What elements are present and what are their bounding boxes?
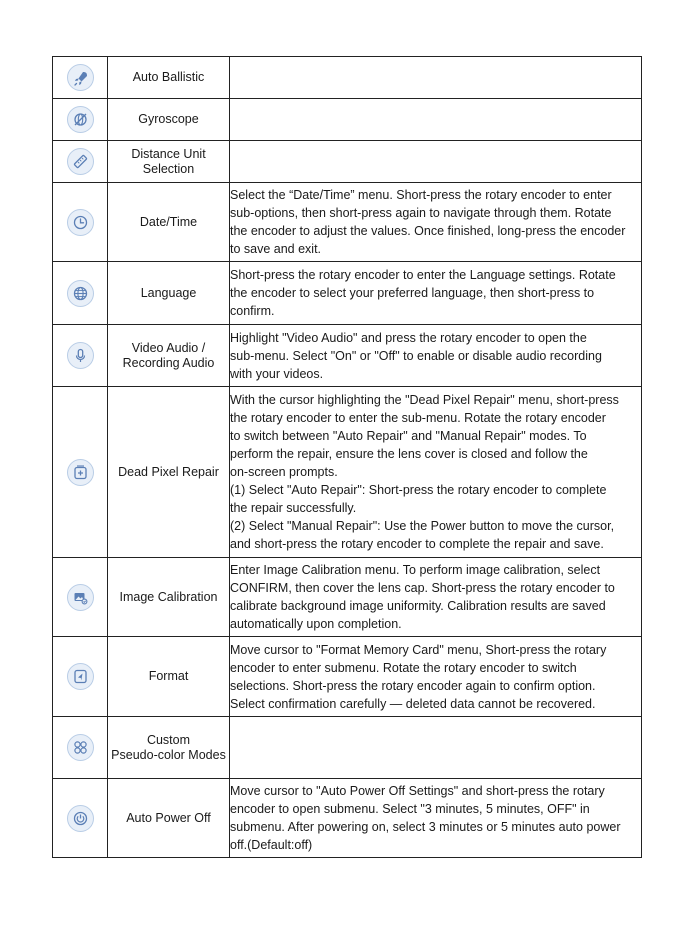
ruler-icon bbox=[67, 148, 94, 175]
menu-item-description bbox=[230, 637, 642, 717]
menu-item-description bbox=[230, 99, 642, 141]
palette-icon bbox=[67, 734, 94, 761]
image-calibration-icon bbox=[67, 584, 94, 611]
icon-cell bbox=[53, 141, 108, 183]
description-line: the rotary encoder to enter the sub-menu. Rotate the rotary encoder bbox=[230, 411, 606, 425]
menu-item-name-line: Pseudo-color Modes bbox=[111, 747, 226, 762]
menu-item-name bbox=[108, 183, 230, 262]
description-line: Move cursor to "Auto Power Off Settings" and short-press the rotary bbox=[230, 784, 605, 798]
menu-item-name bbox=[108, 262, 230, 325]
description-line: and short-press the rotary encoder to complete the repair and save. bbox=[230, 537, 604, 551]
menu-item-name bbox=[108, 99, 230, 141]
description-line: (1) Select "Auto Repair": Short-press the rotary encoder to complete bbox=[230, 483, 607, 497]
description-line: Enter Image Calibration menu. To perform image calibration, select bbox=[230, 563, 601, 577]
dead-pixel-icon bbox=[67, 459, 94, 486]
table-row bbox=[53, 183, 642, 262]
menu-item-description bbox=[230, 387, 642, 558]
menu-item-name-line: Format bbox=[148, 669, 189, 683]
menu-item-name bbox=[108, 57, 230, 99]
description-line: to switch between "Auto Repair" and "Manual Repair" modes. To bbox=[230, 429, 587, 443]
description-line: (2) Select "Manual Repair": Use the Power button to move the cursor, bbox=[230, 519, 615, 533]
menu-item-name-line: Distance Unit bbox=[131, 146, 206, 161]
rocket-icon bbox=[67, 64, 94, 91]
description-line: encoder to enter submenu. Rotate the rotary encoder to switch bbox=[230, 660, 577, 675]
menu-item-name-line: Custom bbox=[146, 732, 191, 747]
menu-item-name bbox=[108, 717, 230, 779]
description-line: submenu. After powering on, select 3 minutes or 5 minutes auto power bbox=[230, 820, 621, 834]
menu-item-description bbox=[230, 262, 642, 325]
description-line: Highlight "Video Audio" and press the rotary encoder to open the bbox=[230, 330, 587, 345]
description-line: perform the repair, ensure the lens cover is closed and follow the bbox=[230, 447, 588, 461]
description-line: Select the “Date/Time” menu. Short-press the rotary encoder to enter bbox=[230, 188, 612, 202]
menu-item-description bbox=[230, 325, 642, 387]
table-row bbox=[53, 779, 642, 858]
description-line: With the cursor highlighting the "Dead Pixel Repair" menu, short-press bbox=[230, 393, 619, 407]
menu-item-description bbox=[230, 558, 642, 637]
clock-icon bbox=[67, 209, 94, 236]
menu-item-description bbox=[230, 141, 642, 183]
menu-item-name-line: Language bbox=[140, 285, 197, 300]
description-line: off.(Default:off) bbox=[230, 838, 313, 852]
menu-item-description bbox=[230, 183, 642, 262]
table-row bbox=[53, 558, 642, 637]
table-row bbox=[53, 57, 642, 99]
icon-cell bbox=[53, 779, 108, 858]
description-line: with your videos. bbox=[230, 366, 324, 381]
menu-item-name-line: Recording Audio bbox=[122, 355, 215, 370]
menu-item-description bbox=[230, 717, 642, 779]
description-line: Select confirmation carefully — deleted data cannot be recovered. bbox=[230, 696, 596, 711]
description-line: automatically upon completion. bbox=[230, 617, 402, 631]
table-row bbox=[53, 262, 642, 325]
description-line: on-screen prompts. bbox=[230, 465, 338, 479]
settings-table bbox=[52, 56, 642, 858]
description-line: encoder to open submenu. Select "3 minutes, 5 minutes, OFF" in bbox=[230, 802, 590, 816]
globe-icon bbox=[67, 280, 94, 307]
menu-item-name-line: Date/Time bbox=[139, 214, 198, 229]
menu-item-name bbox=[108, 637, 230, 717]
description-line: calibrate background image uniformity. Calibration results are saved bbox=[230, 599, 606, 613]
icon-cell bbox=[53, 57, 108, 99]
description-line: the encoder to adjust the values. Once finished, long-press the encoder bbox=[230, 224, 626, 238]
icon-cell bbox=[53, 637, 108, 717]
description-line: selections. Short-press the rotary encoder again to confirm option. bbox=[230, 678, 596, 693]
table-row bbox=[53, 141, 642, 183]
menu-item-name bbox=[108, 387, 230, 558]
icon-cell bbox=[53, 325, 108, 387]
menu-item-name-line: Auto Power Off bbox=[126, 810, 211, 825]
menu-item-name bbox=[108, 325, 230, 387]
menu-item-name-line: Selection bbox=[142, 161, 195, 176]
table-row bbox=[53, 637, 642, 717]
power-icon bbox=[67, 805, 94, 832]
menu-item-name bbox=[108, 141, 230, 183]
icon-cell bbox=[53, 717, 108, 779]
description-line: the encoder to select your preferred language, then short-press to bbox=[230, 286, 595, 300]
description-line: sub-options, then short-press again to navigate through them. Rotate bbox=[230, 206, 612, 220]
icon-cell bbox=[53, 183, 108, 262]
menu-item-description bbox=[230, 57, 642, 99]
menu-item-name-line: Video Audio / bbox=[131, 340, 206, 355]
menu-item-name-line: Image Calibration bbox=[119, 589, 218, 604]
description-line: to save and exit. bbox=[230, 242, 322, 256]
menu-item-description bbox=[230, 779, 642, 858]
table-row bbox=[53, 99, 642, 141]
icon-cell bbox=[53, 387, 108, 558]
icon-cell bbox=[53, 262, 108, 325]
format-icon bbox=[67, 663, 94, 690]
menu-item-name-line: Gyroscope bbox=[138, 112, 199, 126]
description-line: the repair successfully. bbox=[230, 501, 357, 515]
table-row bbox=[53, 717, 642, 779]
description-line: Move cursor to "Format Memory Card" menu, Short-press the rotary bbox=[230, 642, 607, 657]
menu-item-name-line: Dead Pixel Repair bbox=[118, 464, 219, 479]
description-line: confirm. bbox=[230, 304, 275, 318]
description-line: CONFIRM, then cover the lens cap. Short-press the rotary encoder to bbox=[230, 581, 615, 595]
menu-item-name bbox=[108, 779, 230, 858]
menu-item-name bbox=[108, 558, 230, 637]
gyroscope-icon bbox=[67, 106, 94, 133]
menu-item-name-line: Auto Ballistic bbox=[132, 70, 205, 84]
description-line: sub-menu. Select "On" or "Off" to enable or disable audio recording bbox=[230, 348, 602, 363]
icon-cell bbox=[53, 558, 108, 637]
table-row bbox=[53, 325, 642, 387]
table-row bbox=[53, 387, 642, 558]
description-line: Short-press the rotary encoder to enter the Language settings. Rotate bbox=[230, 268, 616, 282]
microphone-icon bbox=[67, 342, 94, 369]
icon-cell bbox=[53, 99, 108, 141]
